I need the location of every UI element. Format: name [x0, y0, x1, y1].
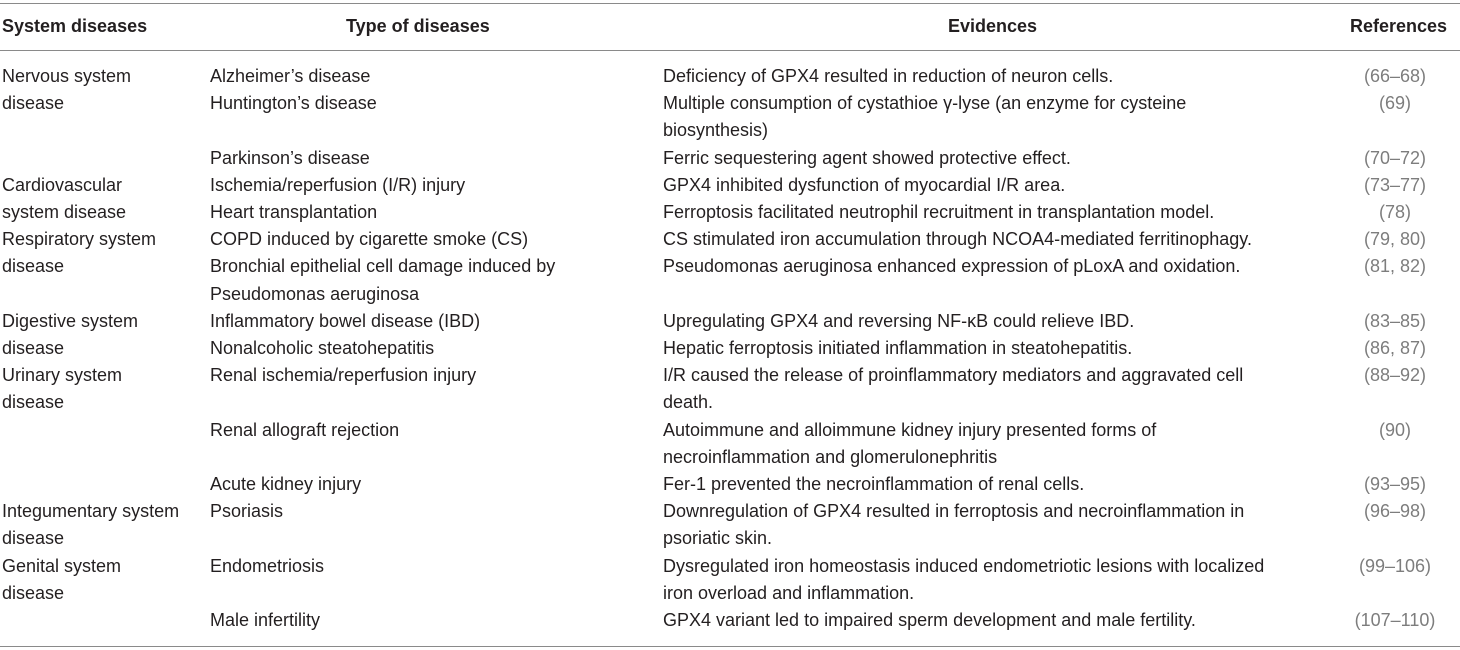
reference-cell: (81, 82) [1363, 256, 1427, 277]
table-bottom-rule [0, 646, 1460, 647]
type-cell: Pseudomonas aeruginosa [210, 283, 420, 304]
evidence-cell: psoriatic skin. [663, 528, 773, 549]
evidence-cell: Downregulation of GPX4 resulted in ferroptosis and necroinflammation in [663, 501, 1245, 522]
type-cell: Bronchial epithelial cell damage induced by [210, 256, 556, 277]
evidence-cell: Ferroptosis facilitated neutrophil recruitment in transplantation model. [663, 202, 1215, 222]
type-cell: Heart transplantation [210, 202, 378, 222]
evidence-cell: Multiple consumption of cystathioe γ-lyse (an enzyme for cysteine [663, 93, 1187, 114]
type-cell: COPD induced by cigarette smoke (CS) [210, 229, 529, 250]
system-cell: disease [2, 338, 65, 358]
reference-cell: (79, 80) [1363, 229, 1427, 250]
type-cell: Alzheimer’s disease [210, 66, 371, 86]
reference-cell: (66–68) [1363, 66, 1427, 86]
evidence-cell: death. [663, 392, 714, 413]
evidence-cell: Hepatic ferroptosis initiated inflammation in steatohepatitis. [663, 338, 1133, 358]
system-cell: disease [2, 582, 65, 603]
evidence-cell: CS stimulated iron accumulation through NCOA4-mediated ferritinophagy. [663, 229, 1252, 250]
system-cell: disease [2, 528, 65, 549]
reference-cell: (99–106) [1358, 555, 1432, 576]
evidence-cell: necroinflammation and glomerulonephritis [663, 446, 998, 467]
reference-cell: (88–92) [1363, 365, 1427, 386]
evidence-cell: Pseudomonas aeruginosa enhanced expression of pLoxA and oxidation. [663, 256, 1241, 277]
reference-cell: (70–72) [1363, 147, 1427, 168]
evidence-cell: biosynthesis) [663, 120, 769, 141]
reference-cell: (78) [1378, 202, 1411, 222]
system-cell: Genital system [2, 555, 122, 576]
table-top-rule [0, 3, 1460, 4]
type-cell: Male infertility [210, 610, 321, 630]
type-cell: Renal allograft rejection [210, 419, 400, 440]
evidence-cell: Upregulating GPX4 and reversing NF-κB could relieve IBD. [663, 310, 1135, 331]
header-type-of-diseases: Type of diseases [346, 16, 490, 36]
reference-cell: (86, 87) [1363, 338, 1427, 358]
type-cell: Endometriosis [210, 555, 325, 576]
type-cell: Ischemia/reperfusion (I/R) injury [210, 174, 466, 195]
evidence-cell: GPX4 variant led to impaired sperm development and male fertility. [663, 610, 1196, 630]
system-cell: Urinary system [2, 365, 123, 386]
type-cell: Parkinson’s disease [210, 147, 370, 168]
system-cell: disease [2, 256, 65, 277]
evidence-cell: iron overload and inflammation. [663, 582, 915, 603]
header-system-diseases: System diseases [2, 16, 148, 36]
system-cell: Nervous system [2, 66, 132, 86]
system-cell: system disease [2, 202, 127, 222]
header-references: References [1350, 16, 1448, 36]
type-cell: Huntington’s disease [210, 93, 377, 114]
type-cell: Psoriasis [210, 501, 284, 522]
reference-cell: (83–85) [1363, 310, 1427, 331]
reference-cell: (90) [1378, 419, 1411, 440]
system-cell: Integumentary system [2, 501, 180, 522]
evidence-cell: Dysregulated iron homeostasis induced endometriotic lesions with localized [663, 555, 1265, 576]
type-cell: Nonalcoholic steatohepatitis [210, 338, 435, 358]
evidence-cell: Deficiency of GPX4 resulted in reduction of neuron cells. [663, 66, 1114, 86]
system-cell: Cardiovascular [2, 174, 123, 195]
type-cell: Acute kidney injury [210, 474, 362, 494]
type-cell: Inflammatory bowel disease (IBD) [210, 310, 481, 331]
evidence-cell: Ferric sequestering agent showed protective effect. [663, 147, 1071, 168]
system-cell: disease [2, 93, 65, 114]
header-rule [0, 50, 1460, 51]
evidence-cell: I/R caused the release of proinflammatory mediators and aggravated cell [663, 365, 1244, 386]
reference-cell: (73–77) [1363, 174, 1427, 195]
reference-cell: (107–110) [1354, 610, 1436, 630]
evidence-cell: Autoimmune and alloimmune kidney injury presented forms of [663, 419, 1157, 440]
reference-cell: (93–95) [1363, 474, 1427, 494]
system-cell: Respiratory system [2, 229, 157, 250]
system-cell: disease [2, 392, 65, 413]
header-evidences: Evidences [948, 16, 1038, 36]
type-cell: Renal ischemia/reperfusion injury [210, 365, 477, 386]
evidence-cell: Fer-1 prevented the necroinflammation of renal cells. [663, 474, 1085, 494]
reference-cell: (69) [1378, 93, 1411, 114]
system-cell: Digestive system [2, 310, 139, 331]
evidence-cell: GPX4 inhibited dysfunction of myocardial I/R area. [663, 174, 1066, 195]
reference-cell: (96–98) [1363, 501, 1427, 522]
